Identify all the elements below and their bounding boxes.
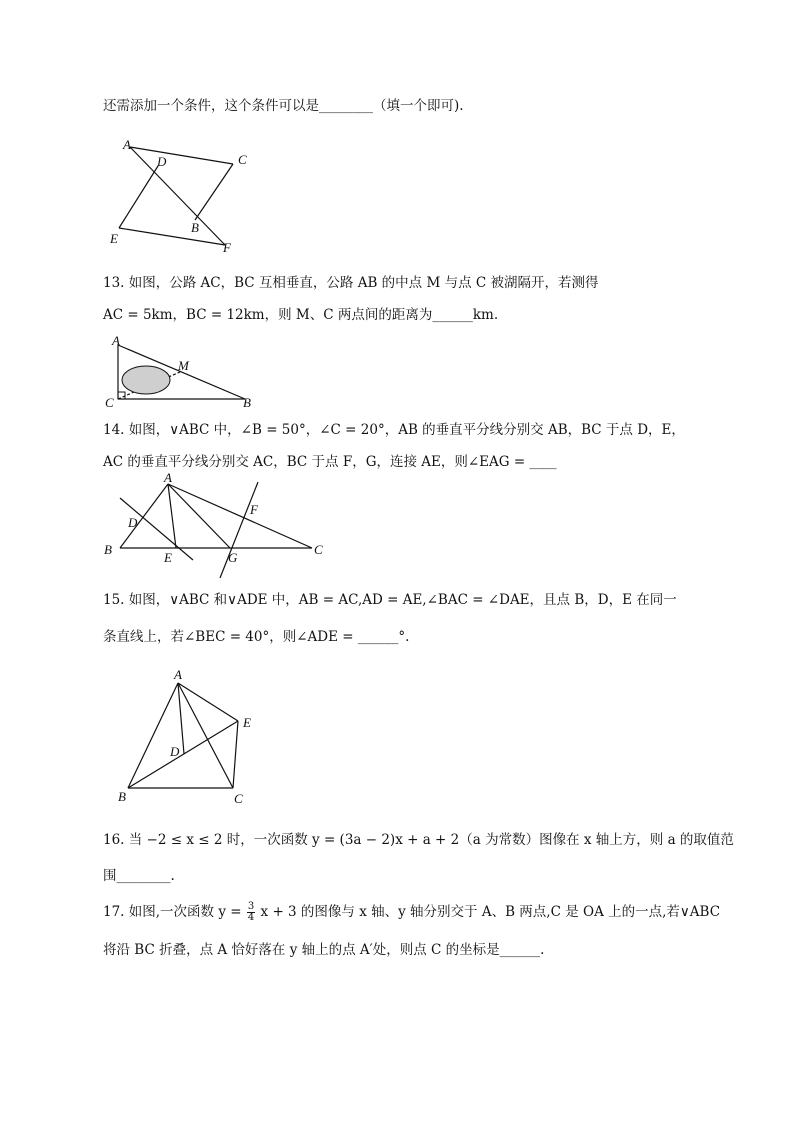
q13-text-line1: 13. 如图，公路 AC，BC 互相垂直，公路 AB 的中点 M 与点 C 被湖隔开，若测得 (103, 275, 599, 291)
q13-figure (100, 333, 260, 408)
q15-label-c: C (234, 791, 243, 806)
q13-label-b: B (243, 395, 251, 408)
q15-label-a: A (174, 667, 182, 682)
q15-text-line1: 15. 如图，∨ABC 和∨ADE 中，AB = AC,AD = AE,∠BAC = ∠DAE，且点 B，D，E 在同一 (103, 592, 677, 608)
q12-condition-text: 还需添加一个条件，这个条件可以是________（填一个即可). (103, 98, 464, 114)
q13-label-c: C (105, 395, 114, 408)
q17-fraction-numerator: 3 (247, 901, 255, 912)
q12-line-ac (130, 147, 233, 164)
q17-fraction (247, 902, 255, 923)
q17-text-line1-post: x + 3 的图像与 x 轴、y 轴分别交于 A、B 两点,C 是 OA 上的一点,若∨ABC (260, 904, 721, 920)
q12-label-f: F (223, 240, 231, 255)
q15-text-line2: 条直线上，若∠BEC = 40°，则∠ADE = ______°. (103, 629, 410, 645)
q14-label-g: G (228, 550, 238, 565)
q14-figure (100, 472, 340, 582)
q12-label-b: B (191, 220, 199, 235)
q12-label-c: C (238, 152, 247, 167)
q15-line-ac (178, 683, 233, 788)
q13-text-line2: AC = 5km，BC = 12km，则 M、C 两点间的距离为______km. (103, 307, 499, 323)
q12-line-ef (119, 228, 225, 245)
q14-label-a: A (164, 472, 172, 485)
q12-label-d: D (157, 154, 167, 169)
q17-text-line2: 将沿 BC 折叠，点 A 恰好落在 y 轴上的点 A′处，则点 C 的坐标是______. (103, 942, 545, 958)
q14-text-line1: 14. 如图，∨ABC 中，∠B = 50°，∠C = 20°，AB 的垂直平分线分别交 AB，BC 于点 D，E， (103, 422, 685, 438)
q17-fraction-denominator: 4 (247, 912, 255, 923)
q12-line-cb (195, 164, 233, 220)
q14-label-c: C (314, 542, 323, 557)
q14-text-line2: AC 的垂直平分线分别交 AC，BC 于点 F，G，连接 AE，则∠EAG = ____ (103, 454, 557, 470)
q13-label-m: M (178, 358, 189, 373)
q17-text-line1 (103, 902, 720, 923)
q14-label-e: E (164, 550, 172, 565)
q14-label-f: F (250, 502, 258, 517)
q15-label-b: B (118, 789, 126, 804)
q14-line-ae (168, 484, 176, 548)
q15-label-d: D (170, 744, 180, 759)
q14-perp-bisector-ac (220, 482, 258, 578)
q15-figure (110, 665, 270, 810)
q14-line-ag (168, 484, 230, 548)
q14-label-d: D (128, 515, 138, 530)
q13-lake (122, 366, 170, 394)
q15-line-ec (233, 721, 238, 788)
q15-label-e: E (243, 715, 251, 730)
q13-label-a: A (112, 333, 120, 348)
q14-line-ac (168, 484, 312, 548)
q12-label-a: A (123, 137, 131, 152)
q14-label-b: B (104, 542, 112, 557)
q17-text-line1-pre: 17. 如图,一次函数 y = (103, 904, 242, 920)
q16-text-line1: 16. 当 −2 ≤ x ≤ 2 时，一次函数 y = (3a − 2)x + a + 2（a 为常数）图像在 x 轴上方，则 a 的取值范 (103, 832, 734, 848)
q12-figure (105, 135, 255, 255)
q12-label-e: E (110, 231, 118, 246)
q16-text-line2: 围________. (103, 868, 175, 884)
q12-line-de (119, 166, 158, 228)
q15-line-ae (178, 683, 238, 721)
